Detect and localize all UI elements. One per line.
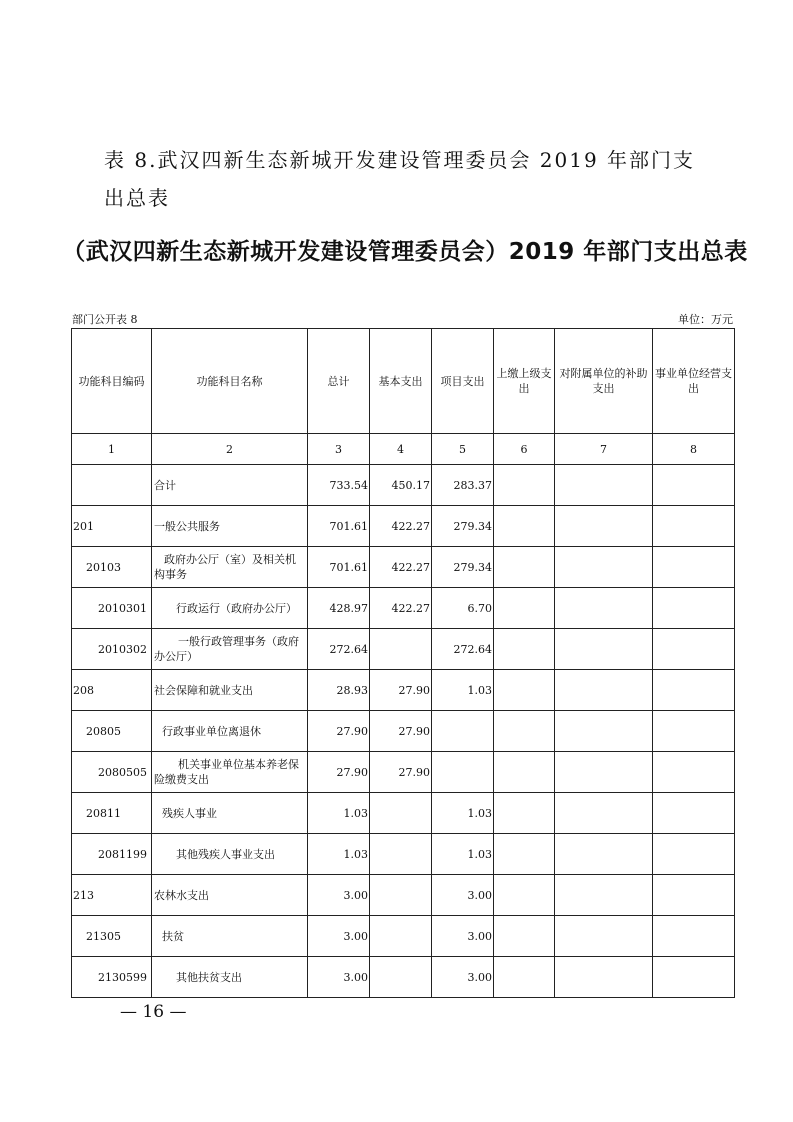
table-row	[72, 834, 735, 875]
row-operation	[653, 875, 735, 916]
table-row	[72, 916, 735, 957]
row-project: 283.37	[432, 465, 494, 506]
row-upper-payment	[494, 957, 555, 998]
column-number: 8	[653, 434, 735, 465]
column-header: 项目支出	[432, 329, 494, 434]
row-name: 农林水支出	[152, 875, 308, 916]
row-upper-payment	[494, 834, 555, 875]
row-total: 28.93	[308, 670, 370, 711]
table-row	[72, 670, 735, 711]
row-upper-payment	[494, 588, 555, 629]
page-number: — 16 —	[120, 1002, 187, 1022]
row-code: 2010302	[72, 629, 152, 670]
row-subsidy	[555, 629, 653, 670]
row-operation	[653, 752, 735, 793]
row-subsidy	[555, 834, 653, 875]
row-operation	[653, 916, 735, 957]
row-project: 6.70	[432, 588, 494, 629]
row-upper-payment	[494, 506, 555, 547]
row-total: 3.00	[308, 875, 370, 916]
row-code: 20103	[72, 547, 152, 588]
row-basic: 27.90	[370, 670, 432, 711]
row-code: 201	[72, 506, 152, 547]
row-basic	[370, 834, 432, 875]
table-row	[72, 588, 735, 629]
table-row	[72, 752, 735, 793]
row-upper-payment	[494, 629, 555, 670]
row-total: 1.03	[308, 793, 370, 834]
table-label: 部门公开表 8	[72, 313, 138, 326]
row-operation	[653, 670, 735, 711]
row-basic: 27.90	[370, 752, 432, 793]
row-name: 机关事业单位基本养老保险缴费支出	[152, 752, 308, 793]
column-number: 7	[555, 434, 653, 465]
row-total: 733.54	[308, 465, 370, 506]
row-code: 21305	[72, 916, 152, 957]
row-basic: 27.90	[370, 711, 432, 752]
row-basic: 422.27	[370, 506, 432, 547]
table-row	[72, 547, 735, 588]
row-subsidy	[555, 547, 653, 588]
column-header: 事业单位经营支出	[653, 329, 735, 434]
header-row	[72, 329, 735, 434]
row-basic	[370, 916, 432, 957]
row-basic	[370, 957, 432, 998]
row-code: 2081199	[72, 834, 152, 875]
row-code	[72, 465, 152, 506]
row-project: 279.34	[432, 506, 494, 547]
row-subsidy	[555, 793, 653, 834]
row-code: 2130599	[72, 957, 152, 998]
row-name: 其他扶贫支出	[152, 957, 308, 998]
column-number: 5	[432, 434, 494, 465]
row-upper-payment	[494, 793, 555, 834]
row-upper-payment	[494, 711, 555, 752]
column-header: 功能科目名称	[152, 329, 308, 434]
document-heading: 表 8.武汉四新生态新城开发建设管理委员会 2019 年部门支出总表	[104, 148, 696, 210]
row-subsidy	[555, 875, 653, 916]
row-code: 208	[72, 670, 152, 711]
row-name: 其他残疾人事业支出	[152, 834, 308, 875]
row-project: 3.00	[432, 875, 494, 916]
row-operation	[653, 793, 735, 834]
row-project	[432, 752, 494, 793]
row-project	[432, 711, 494, 752]
row-subsidy	[555, 916, 653, 957]
row-name: 行政事业单位离退休	[152, 711, 308, 752]
row-name: 一般行政管理事务（政府办公厅）	[152, 629, 308, 670]
row-upper-payment	[494, 670, 555, 711]
column-number: 6	[494, 434, 555, 465]
row-code: 2010301	[72, 588, 152, 629]
row-subsidy	[555, 465, 653, 506]
row-upper-payment	[494, 752, 555, 793]
row-total: 272.64	[308, 629, 370, 670]
row-subsidy	[555, 670, 653, 711]
row-code: 20811	[72, 793, 152, 834]
row-subsidy	[555, 957, 653, 998]
row-basic: 422.27	[370, 547, 432, 588]
row-operation	[653, 547, 735, 588]
table-row	[72, 465, 735, 506]
row-name: 社会保障和就业支出	[152, 670, 308, 711]
row-project: 1.03	[432, 793, 494, 834]
table-row	[72, 629, 735, 670]
row-project: 3.00	[432, 916, 494, 957]
row-operation	[653, 711, 735, 752]
row-name: 政府办公厅（室）及相关机构事务	[152, 547, 308, 588]
row-code: 20805	[72, 711, 152, 752]
row-operation	[653, 506, 735, 547]
column-header: 总计	[308, 329, 370, 434]
row-name: 一般公共服务	[152, 506, 308, 547]
row-upper-payment	[494, 547, 555, 588]
column-number-row	[72, 434, 735, 465]
row-total: 27.90	[308, 711, 370, 752]
row-total: 701.61	[308, 506, 370, 547]
row-operation	[653, 957, 735, 998]
column-header: 对附属单位的补助支出	[555, 329, 653, 434]
row-total: 1.03	[308, 834, 370, 875]
row-name: 合计	[152, 465, 308, 506]
row-name: 残疾人事业	[152, 793, 308, 834]
row-total: 428.97	[308, 588, 370, 629]
column-number: 1	[72, 434, 152, 465]
row-project: 1.03	[432, 670, 494, 711]
row-total: 27.90	[308, 752, 370, 793]
row-upper-payment	[494, 916, 555, 957]
row-total: 3.00	[308, 916, 370, 957]
row-operation	[653, 629, 735, 670]
row-subsidy	[555, 752, 653, 793]
row-operation	[653, 834, 735, 875]
table-row	[72, 711, 735, 752]
row-subsidy	[555, 588, 653, 629]
column-header: 基本支出	[370, 329, 432, 434]
column-number: 4	[370, 434, 432, 465]
column-number: 3	[308, 434, 370, 465]
column-header: 功能科目编码	[72, 329, 152, 434]
row-name: 行政运行（政府办公厅）	[152, 588, 308, 629]
row-project: 279.34	[432, 547, 494, 588]
row-basic	[370, 629, 432, 670]
row-name: 扶贫	[152, 916, 308, 957]
table-row	[72, 875, 735, 916]
row-project: 1.03	[432, 834, 494, 875]
row-code: 2080505	[72, 752, 152, 793]
table-row	[72, 793, 735, 834]
row-operation	[653, 465, 735, 506]
column-header: 上缴上级支出	[494, 329, 555, 434]
row-upper-payment	[494, 875, 555, 916]
row-basic	[370, 793, 432, 834]
row-upper-payment	[494, 465, 555, 506]
row-basic: 450.17	[370, 465, 432, 506]
table-row	[72, 957, 735, 998]
row-project: 3.00	[432, 957, 494, 998]
unit-label: 单位：万元	[678, 313, 733, 326]
row-total: 701.61	[308, 547, 370, 588]
row-basic: 422.27	[370, 588, 432, 629]
column-number: 2	[152, 434, 308, 465]
row-total: 3.00	[308, 957, 370, 998]
row-project: 272.64	[432, 629, 494, 670]
row-code: 213	[72, 875, 152, 916]
row-basic	[370, 875, 432, 916]
row-subsidy	[555, 711, 653, 752]
expenditure-table	[71, 328, 735, 998]
row-subsidy	[555, 506, 653, 547]
table-row	[72, 506, 735, 547]
table-title: （武汉四新生态新城开发建设管理委员会）2019 年部门支出总表	[62, 239, 748, 265]
row-operation	[653, 588, 735, 629]
